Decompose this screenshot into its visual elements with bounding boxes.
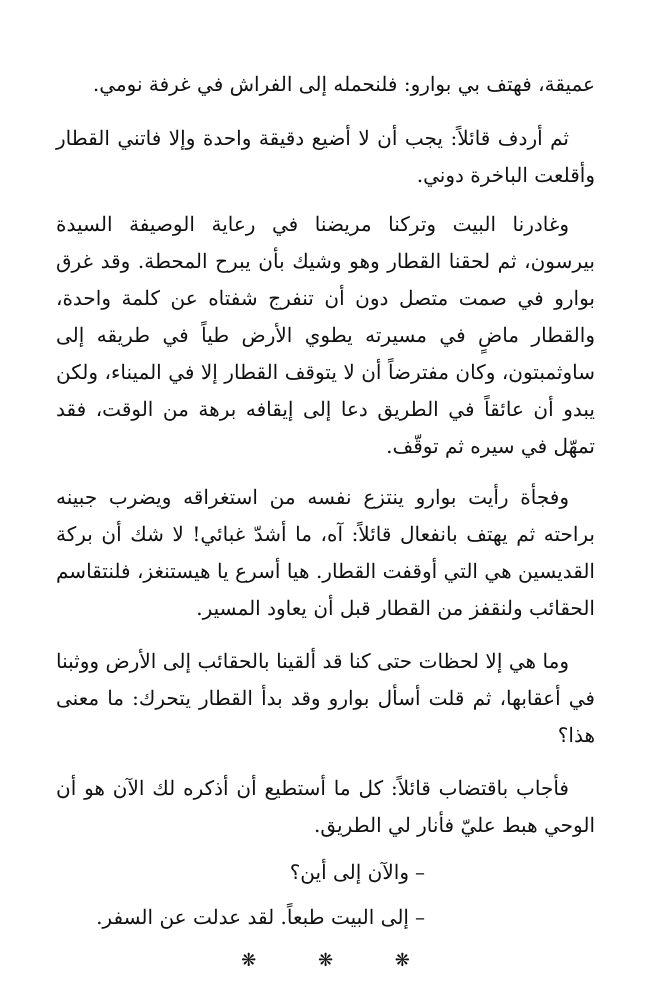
paragraph-6 <box>56 770 595 844</box>
paragraph-1: عميقة، فهتف بي بوارو: فلنحمله إلى الفراش في غرفة نومي. <box>92 72 595 96</box>
paragraph-2-text: ثم أردف قائلاً: يجب أن لا أضيع دقيقة واحدة وإلا فاتني القطار وأقلعت الباخرة دوني. <box>56 126 595 187</box>
paragraph-3-text: وغادرنا البيت وتركنا مريضنا في رعاية الوصيفة السيدة بيرسون، ثم لحقنا القطار وهو وشيك بأن يبرح المحطة. وقد غرق بوارو في صمت متصل دون أن تنفرج شفتاه عن كلمة واحدة، والقطار ماضٍ في مسيرته يطوي الأرض طياً في طريقه إلى ساوثمبتون، وكان مفترضاً أن لا يتوقف القطار إلا في الميناء، ولكن يبدو أن عائقاً في الطريق دعا إلى إيقافه برهة من الوقت، فقد تمهّل في سيره ثم توقّف. <box>56 212 595 458</box>
paragraph-6-text: فأجاب باقتضاب قائلاً: كل ما أستطيع أن أذكره لك الآن هو أن الوحي هبط عليّ فأنار لي الطريق. <box>56 776 595 837</box>
paragraph-4-text: وفجأة رأيت بوارو ينتزع نفسه من استغراقه ويضرب جبينه براحته ثم يهتف بانفعال قائلاً: آه، ما أشدّ غبائي! لا شك أن بركة القديسين هي التي أوقفت القطار. هيا أسرع يا هيستنغز، فلنتقاسم الحقائب ولنقفز من القطار قبل أن يعاود المسير. <box>56 485 595 620</box>
dialogue-block <box>56 854 595 936</box>
dialogue-dash: – <box>415 860 425 884</box>
section-separator: ❋ ❋ ❋ <box>241 950 438 971</box>
dialogue-line-1 <box>56 854 595 891</box>
dialogue-line-2 <box>56 899 595 936</box>
dialogue-line-2-text: إلى البيت طبعاً. لقد عدلت عن السفر. <box>96 905 409 929</box>
paragraph-2 <box>56 120 595 194</box>
dialogue-dash: – <box>415 905 425 929</box>
paragraph-5-text: وما هي إلا لحظات حتى كنا قد ألقينا بالحقائب إلى الأرض ووثبنا في أعقابها، ثم قلت أسأل بوارو وقد بدأ القطار يتحرك: ما معنى هذا؟ <box>56 649 595 747</box>
paragraph-3 <box>56 206 595 465</box>
paragraph-4 <box>56 479 595 627</box>
paragraph-5 <box>56 643 595 754</box>
dialogue-line-1-text: والآن إلى أين؟ <box>289 860 409 884</box>
